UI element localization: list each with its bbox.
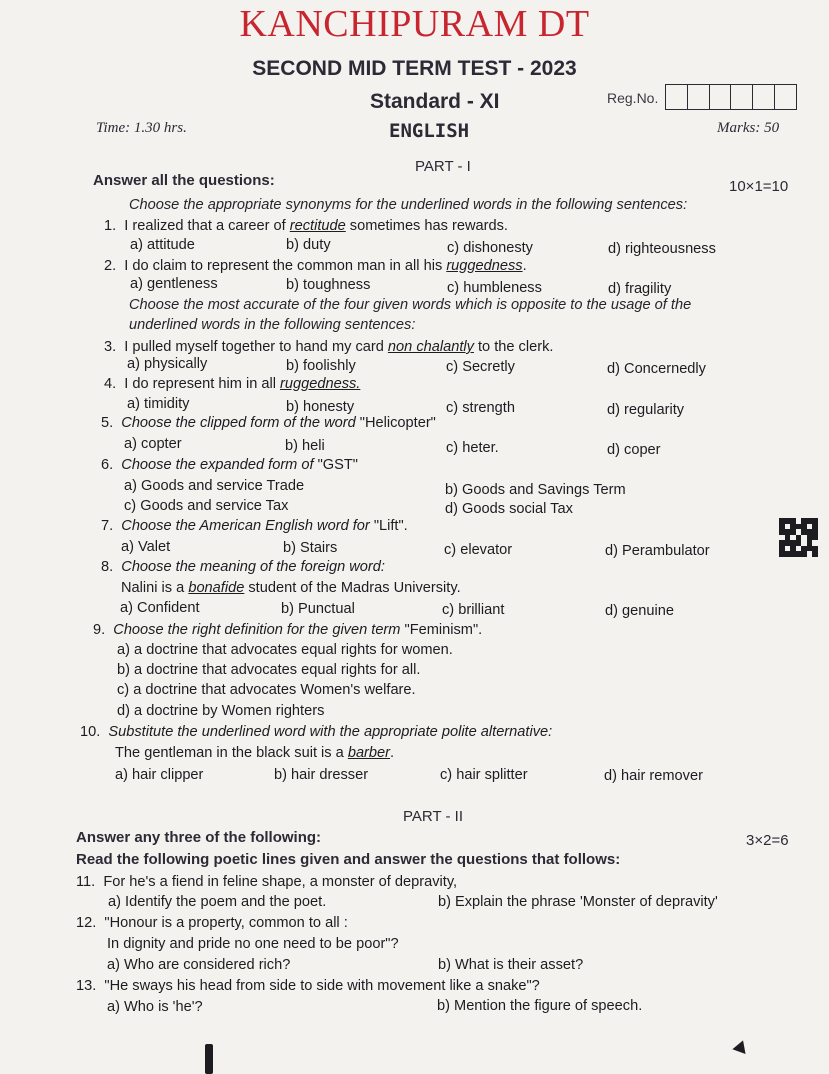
q10-option-a: a) hair clipper [115,767,204,783]
q4-option-c: c) strength [446,400,515,416]
part2-directive: Answer any three of the following: [76,829,322,846]
question-6: 6. Choose the expanded form of "GST" [101,457,358,473]
q6-option-b: b) Goods and Savings Term [445,482,626,498]
reg-no-boxes [665,84,797,110]
q9-option-a: a) a doctrine that advocates equal rights for women. [117,642,453,658]
time-label: Time: 1.30 hrs. [96,120,187,136]
q10-option-b: b) hair dresser [274,767,369,783]
q1-option-a: a) attitude [130,237,195,253]
q13-option-a: a) Who is 'he'? [107,999,203,1015]
q12-line-2: In dignity and pride no one need to be poor"? [107,936,399,952]
question-1: 1. I realized that a career of rectitude sometimes has rewards. [104,218,508,234]
q2-option-a: a) gentleness [130,276,218,292]
question-2: 2. I do claim to represent the common man in all his ruggedness. [104,258,527,274]
q8-option-a: a) Confident [120,600,200,616]
test-title: SECOND MID TERM TEST - 2023 [252,57,577,80]
q7-option-d: d) Perambulator [605,543,710,559]
q5-option-d: d) coper [607,442,661,458]
question-3: 3. I pulled myself together to hand my card non chalantly to the clerk. [104,339,554,355]
q5-option-b: b) heli [285,438,325,454]
question-11: 11. For he's a fiend in feline shape, a monster of depravity, [76,874,458,890]
q2-option-d: d) fragility [608,281,672,297]
instruction-antonyms-2: underlined words in the following sentences: [129,317,416,333]
q12-option-a: a) Who are considered rich? [107,957,291,973]
q10-option-d: d) hair remover [604,768,703,784]
q3-option-b: b) foolishly [286,358,356,374]
q9-option-d: d) a doctrine by Women righters [117,703,325,719]
standard-label: Standard - XI [370,90,500,113]
part2-instruction: Read the following poetic lines given and answer the questions that follows: [76,851,621,868]
reg-no-label: Reg.No. [607,90,659,106]
q3-option-a: a) physically [127,356,208,372]
q7-option-c: c) elevator [444,542,513,558]
q5-option-c: c) heter. [446,440,499,456]
q5-option-a: a) copter [124,436,182,452]
q12-option-b: b) What is their asset? [438,957,584,973]
q11-option-b: b) Explain the phrase 'Monster of depravity' [438,894,718,910]
question-12: 12. "Honour is a property, common to all : [76,915,348,931]
q9-option-c: c) a doctrine that advocates Women's welfare. [117,682,416,698]
q1-option-b: b) duty [286,237,331,253]
question-13: 13. "He sways his head from side to side with movement like a snake"? [76,978,540,994]
q6-option-c: c) Goods and service Tax [124,498,289,514]
q2-option-b: b) toughness [286,277,371,293]
qr-code-icon [779,518,818,557]
q1-option-c: c) dishonesty [447,240,533,256]
district-title: KANCHIPURAM DT [239,3,590,45]
q4-option-d: d) regularity [607,402,685,418]
part2-scoring: 3×2=6 [746,832,789,849]
scan-mark [205,1044,213,1074]
scan-mark [732,1038,749,1054]
q11-option-a: a) Identify the poem and the poet. [108,894,327,910]
q1-option-d: d) righteousness [608,241,716,257]
q8-option-d: d) genuine [605,603,674,619]
q8-option-c: c) brilliant [442,602,505,618]
q2-option-c: c) humbleness [447,280,542,296]
part1-scoring: 10×1=10 [729,178,789,195]
subject-title: ENGLISH [389,120,470,142]
part1-title: PART - I [415,158,471,175]
q7-option-b: b) Stairs [283,540,338,556]
question-8: 8. Choose the meaning of the foreign word: [101,559,385,575]
q4-option-a: a) timidity [127,396,190,412]
part2-title: PART - II [403,808,464,825]
q8-sentence: Nalini is a bonafide student of the Madras University. [121,580,461,596]
question-10: 10. Substitute the underlined word with the appropriate polite alternative: [80,724,553,740]
q9-option-b: b) a doctrine that advocates equal rights for all. [117,662,421,678]
q10-option-c: c) hair splitter [440,767,528,783]
q3-option-c: c) Secretly [446,359,515,375]
q7-option-a: a) Valet [121,539,171,555]
question-5: 5. Choose the clipped form of the word "Helicopter" [101,415,436,431]
q6-option-d: d) Goods social Tax [445,501,573,517]
question-4: 4. I do represent him in all ruggedness. [104,376,361,392]
question-7: 7. Choose the American English word for "Lift". [101,518,408,534]
marks-label: Marks: 50 [717,120,780,136]
instruction-synonyms: Choose the appropriate synonyms for the underlined words in the following sentences: [129,197,688,213]
q13-option-b: b) Mention the figure of speech. [437,998,643,1014]
instruction-antonyms-1: Choose the most accurate of the four given words which is opposite to the usage of the [129,297,692,313]
q8-option-b: b) Punctual [281,601,355,617]
question-9: 9. Choose the right definition for the given term "Feminism". [93,622,483,638]
part1-directive: Answer all the questions: [93,172,275,189]
q10-sentence: The gentleman in the black suit is a barber. [115,745,395,761]
q3-option-d: d) Concernedly [607,361,706,377]
q6-option-a: a) Goods and service Trade [124,478,305,494]
q4-option-b: b) honesty [286,399,355,415]
